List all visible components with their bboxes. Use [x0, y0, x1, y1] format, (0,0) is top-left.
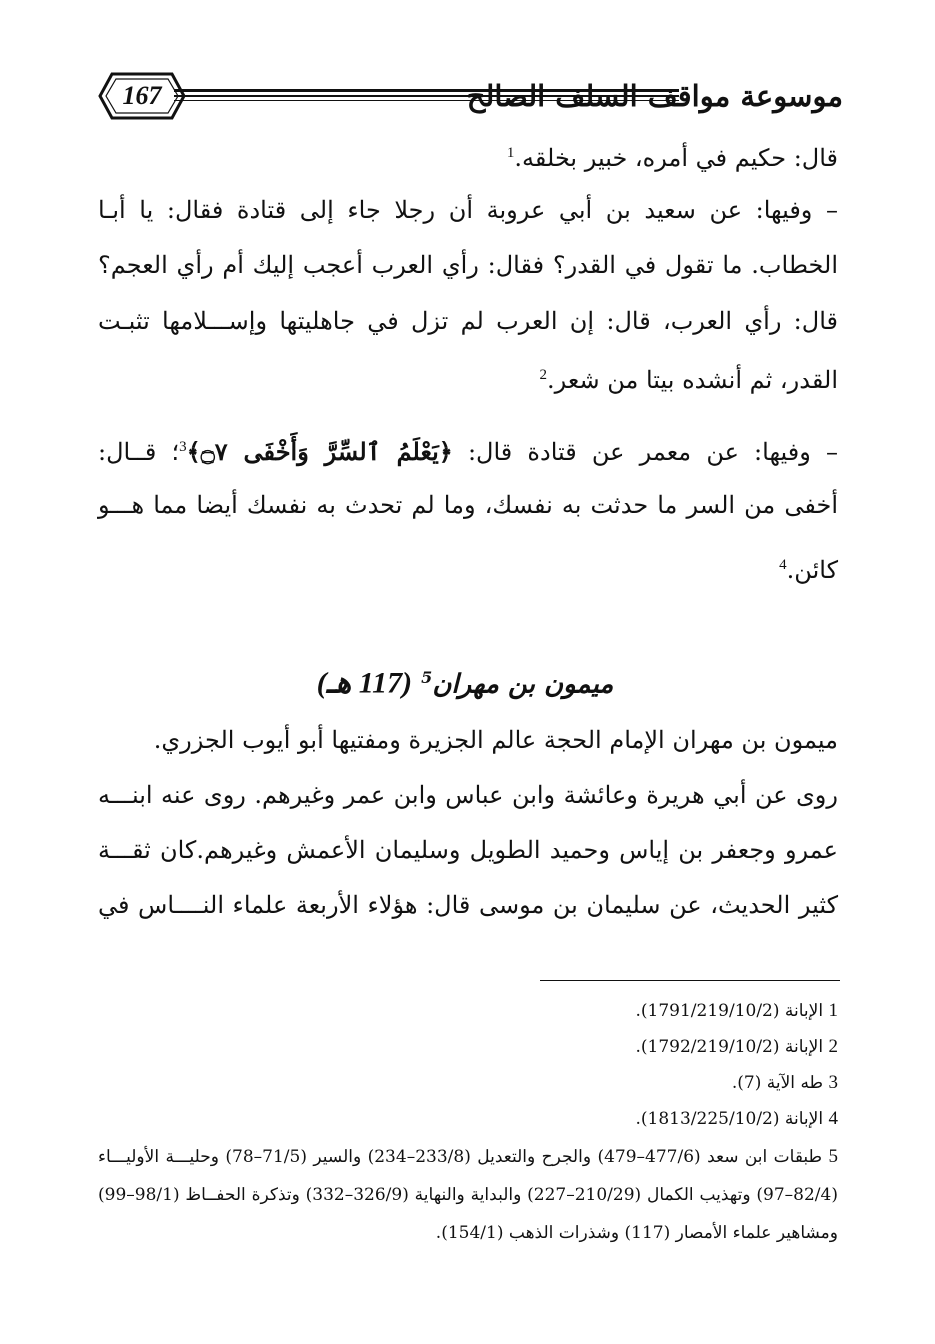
- page-header: [98, 72, 843, 124]
- section-line-3: عمرو وجعفر بن إياس وحميد الطويل وسليمان الأعمش وغيرهم.كان ثقـــة: [98, 836, 838, 864]
- body-line-2: – وفيها: عن سعيد بن أبي عروبة أن رجلا جاء إلى قتادة فقال: يا أبـا: [98, 196, 838, 224]
- footnote-2: 2 الإبانة (1792/219/10/2).: [635, 1036, 838, 1057]
- footnote-ref-3: 3: [179, 439, 187, 455]
- footnote-5-line-3: ومشاهير علماء الأمصار (117) وشذرات الذهب (154/1).: [435, 1223, 838, 1243]
- footnote-5: 5 طبقات ابن سعد (477/6–479) والجرح والتعديل (233/8–234) والسير (71/5–78) وحليـــة الأوليـــاء: [98, 1146, 838, 1167]
- footnote-4: 4 الإبانة (1813/225/10/2).: [635, 1108, 838, 1129]
- body-line-5: القدر، ثم أنشده بيتا من شعر.$^2$: [539, 366, 838, 394]
- footnote-5-line-2: (82/4–97) وتهذيب الكمال (210/29–227) والبداية والنهاية (326/9–332) وتذكرة الحفــاظ (98/1–99): [98, 1185, 838, 1205]
- page-number: 167: [122, 81, 162, 110]
- book-title: موسوعة مواقف السلف الصالح: [466, 79, 843, 113]
- body-line-4: قال: رأي العرب، قال: إن العرب لم تزل في جاهليتها وإســـلامها تثبـت: [98, 307, 838, 335]
- section-heading: ميمون بن مهران$^5$ (117 هـ): [316, 666, 614, 700]
- body-line-6: – وفيها: عن معمر عن قتادة قال: ﴿يَعْلَمُ ٱلسِّرَّ وَأَخْفَى ۝٧﴾$^3$؛ قــال:: [98, 437, 838, 466]
- page-number-frame: [98, 72, 186, 120]
- body-line-1: قال: حكيم في أمره، خبير بخلقه.$^1$: [506, 144, 838, 172]
- body-line-7: أخفى من السر ما حدثت به نفسك، وما لم تحدث به نفسك أيضا مما هـــو: [98, 491, 838, 519]
- footnote-ref-4: 4: [779, 557, 787, 573]
- section-line-2: روى عن أبي هريرة وعائشة وابن عباس وابن عمر وغيرهم. روى عنه ابنـــه: [98, 781, 838, 809]
- footnote-ref-1: 1: [506, 145, 515, 161]
- body-line-8: كائن.$^4$: [779, 556, 838, 584]
- quran-quote: ﴿يَعْلَمُ ٱلسِّرَّ وَأَخْفَى ۝٧﴾: [186, 437, 453, 466]
- footnote-ref-5: 5: [421, 668, 433, 687]
- footnote-divider: [540, 980, 840, 981]
- footnote-3: 3 طه الآية (7).: [731, 1072, 838, 1093]
- section-line-4: كثير الحديث، عن سليمان بن موسى قال: هؤلاء الأربعة علماء النــــاس في: [98, 891, 838, 919]
- footnote-ref-2: 2: [539, 367, 548, 383]
- footnote-1: 1 الإبانة (1791/219/10/2).: [635, 1000, 838, 1021]
- section-line-1: ميمون بن مهران الإمام الحجة عالم الجزيرة ومفتيها أبو أيوب الجزري.: [153, 726, 838, 754]
- body-line-3: الخطاب. ما تقول في القدر؟ فقال: رأي العرب أعجب إليك أم رأي العجم؟: [98, 251, 838, 279]
